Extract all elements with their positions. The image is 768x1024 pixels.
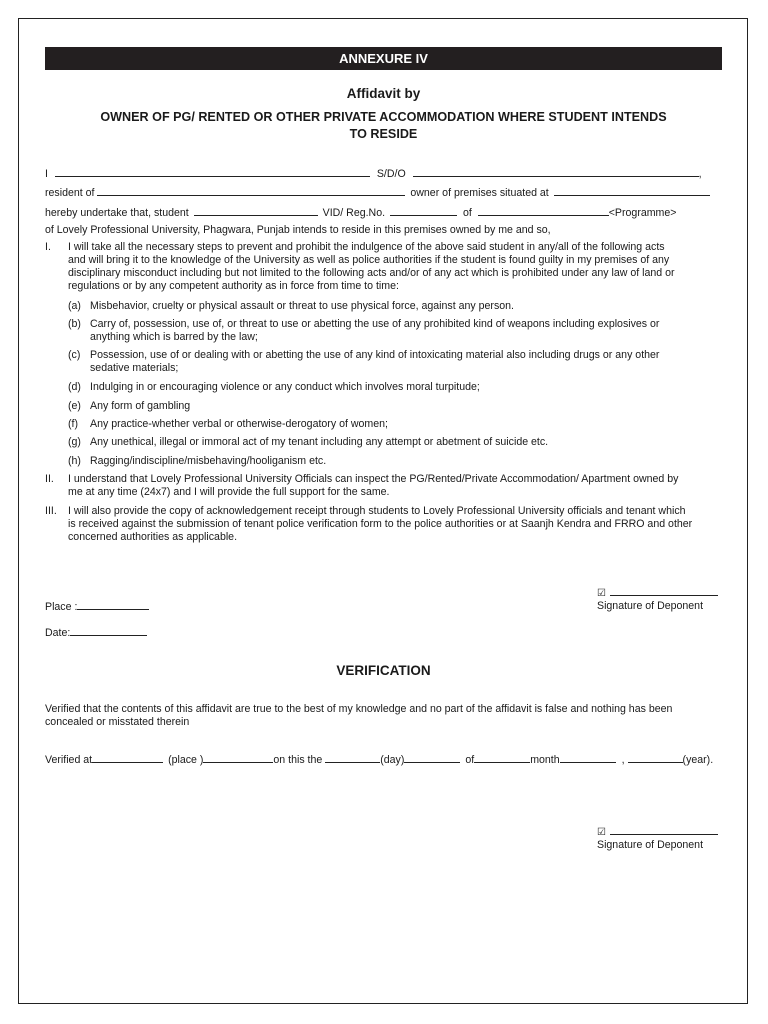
subitem-line: Possession, use of or dealing with or abetting the use of any kind of intoxicating material also including drugs or any other: [90, 349, 660, 361]
of-label: of: [462, 207, 472, 219]
comma-label: ,: [621, 754, 625, 766]
verified-date-field[interactable]: [203, 753, 273, 763]
clause-3-line: is received against the submission of tenant police verification form to the police authorities or at Saanjh Kendra and FRRO and other: [68, 518, 693, 530]
programme-field[interactable]: [478, 206, 609, 216]
programme-label: <Programme>: [608, 207, 677, 219]
verification-text-line: Verified that the contents of this affidavit are true to the best of my knowledge and no part of the affidavit is false and nothing has been: [45, 703, 673, 715]
i-label: I: [45, 168, 48, 180]
day-suffix-field[interactable]: [404, 753, 460, 763]
year-field[interactable]: [628, 753, 683, 763]
subitem-line: Misbehavior, cruelty or physical assault or threat to use physical force, against any person.: [90, 300, 514, 312]
subitem-marker: (e): [68, 400, 81, 412]
place-field[interactable]: [77, 600, 149, 610]
vid-label: VID/ Reg.No.: [322, 207, 386, 219]
clause-2-line: I understand that Lovely Professional University Officials can inspect the PG/Rented/Private Accommodation/ Apartment owned by: [68, 473, 679, 485]
subitem-marker: (h): [68, 455, 81, 467]
clause-3-marker: III.: [45, 505, 57, 517]
subitem-marker: (c): [68, 349, 81, 361]
clause-1-line: and will bring it to the knowledge of the University as well as police authorities if the student is found guilty in my premises of any: [68, 254, 670, 266]
subitem-line: Indulging in or encouraging violence or any conduct which involves moral turpitude;: [90, 381, 480, 393]
sdo-label: S/D/O: [376, 168, 406, 180]
subitem-marker: (f): [68, 418, 78, 430]
year-label: (year).: [682, 754, 714, 766]
intro-line: of Lovely Professional University, Phagwara, Punjab intends to reside in this premises owned by me and so,: [45, 224, 551, 236]
subitem-marker: (g): [68, 436, 81, 448]
comma-text: ,: [698, 168, 702, 180]
affidavit-subtitle-line2: TO RESIDE: [349, 127, 418, 141]
premises-address-field[interactable]: [554, 186, 710, 196]
place-paren-label: (place ): [168, 754, 204, 766]
signature-block-1: [597, 586, 718, 600]
name-field[interactable]: [55, 167, 370, 177]
of-label: of: [465, 754, 475, 766]
subitem-line: Any form of gambling: [90, 400, 191, 412]
clause-3-line: concerned authorities as applicable.: [68, 531, 238, 543]
verified-at-label: Verified at: [45, 754, 93, 766]
parent-name-field[interactable]: [413, 167, 699, 177]
month-suffix-field[interactable]: [560, 753, 616, 763]
reg-no-field[interactable]: [390, 206, 457, 216]
affidavit-subtitle-line1: OWNER OF PG/ RENTED OR OTHER PRIVATE ACCOMMODATION WHERE STUDENT INTENDS: [100, 110, 667, 124]
subitem-line: Any unethical, illegal or immoral act of my tenant including any attempt or abetment of suicide etc.: [90, 436, 549, 448]
annexure-banner: ANNEXURE IV: [45, 47, 722, 70]
signature-field[interactable]: [610, 586, 718, 596]
affidavit-title: Affidavit by: [346, 86, 421, 101]
form-row-resident: [45, 186, 710, 200]
place-row: [45, 600, 149, 614]
day-field[interactable]: [325, 753, 380, 763]
subitem-marker: (a): [68, 300, 81, 312]
date-label: Date:: [45, 627, 71, 639]
month-label: month: [530, 754, 560, 766]
residence-field[interactable]: [97, 186, 405, 196]
place-label: Place :: [45, 601, 78, 613]
clause-3-line: I will also provide the copy of acknowledgement receipt through students to Lovely Professional University officials and tenant which: [68, 505, 686, 517]
signature-block-2: [597, 825, 718, 839]
clause-2-line: me at any time (24x7) and I will provide the full support for the same.: [68, 486, 390, 498]
clause-1-line: I will take all the necessary steps to prevent and prohibit the indulgence of the above said student in any/all of the following acts: [68, 241, 665, 253]
subitem-marker: (b): [68, 318, 81, 330]
signature-field[interactable]: [610, 825, 718, 835]
month-field[interactable]: [474, 753, 530, 763]
clause-1-line: disciplinary misconduct including but not limited to the following acts and/or of any act which is prohibited under any law of land or: [68, 267, 675, 279]
clause-1-line: regulations or by any competent authority as in force from time to time:: [68, 280, 399, 292]
subitem-line: Ragging/indiscipline/misbehaving/hooliganism etc.: [90, 455, 327, 467]
day-label: (day): [380, 754, 405, 766]
date-field[interactable]: [70, 626, 147, 636]
subitem-line: sedative materials;: [90, 362, 179, 374]
owner-label: owner of premises situated at: [410, 187, 549, 199]
resident-label: resident of: [45, 187, 95, 199]
form-row-name: [45, 167, 702, 181]
form-row-student: [45, 206, 676, 220]
subitem-line: Any practice-whether verbal or otherwise-derogatory of women;: [90, 418, 388, 430]
verified-at-row: [45, 753, 713, 767]
checkbox-icon[interactable]: ☑: [597, 827, 606, 838]
clause-2-marker: II.: [45, 473, 54, 485]
date-row: [45, 626, 147, 640]
checkbox-icon[interactable]: ☑: [597, 588, 606, 599]
signature-label: Signature of Deponent: [597, 600, 704, 612]
signature-label: Signature of Deponent: [597, 839, 704, 851]
verification-text-line: concealed or misstated therein: [45, 716, 190, 728]
on-this-the-label: on this the: [273, 754, 323, 766]
hereby-label: hereby undertake that, student: [45, 207, 189, 219]
verified-place-field[interactable]: [92, 753, 163, 763]
subitem-marker: (d): [68, 381, 81, 393]
student-name-field[interactable]: [194, 206, 318, 216]
subitem-line: anything which is barred by the law;: [90, 331, 258, 343]
clause-1-marker: I.: [45, 241, 51, 253]
subitem-line: Carry of, possession, use of, or threat to use or abetting the use of any prohibited kind of weapons including explosives or: [90, 318, 660, 330]
verification-heading: VERIFICATION: [336, 663, 431, 678]
